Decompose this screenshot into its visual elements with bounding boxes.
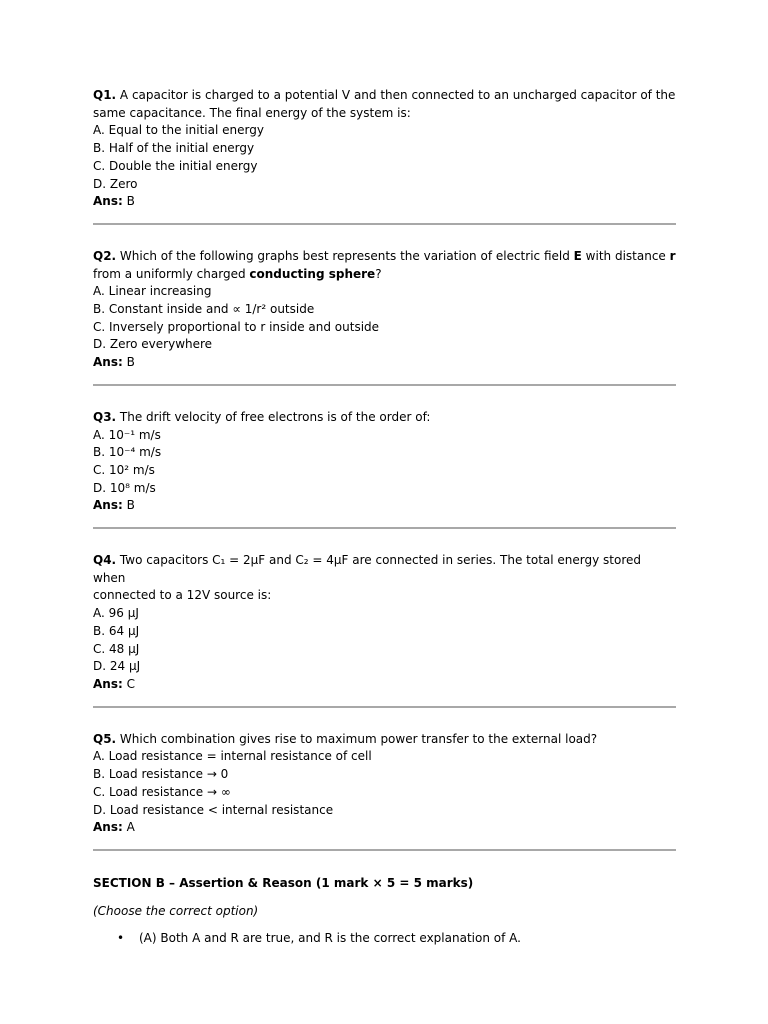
answer bbox=[93, 193, 676, 211]
question-5 bbox=[93, 731, 676, 837]
option-a: A. Linear increasing bbox=[93, 284, 212, 299]
emphasis-r: r bbox=[669, 248, 676, 263]
question-stem: A capacitor is charged to a potential V and then connected to an uncharged capacitor of the bbox=[116, 88, 676, 102]
question-label: Q2. bbox=[93, 248, 117, 263]
answer-label: Ans: bbox=[93, 194, 123, 209]
answer bbox=[93, 497, 676, 515]
answer-label: Ans: bbox=[93, 676, 123, 691]
option-a: A. 96 μJ bbox=[93, 606, 139, 621]
option-b: B. Load resistance → 0 bbox=[93, 767, 229, 782]
option-a: A. Equal to the initial energy bbox=[93, 123, 264, 138]
option-c: C. 48 μJ bbox=[93, 641, 140, 656]
option-c: C. 10² m/s bbox=[93, 462, 155, 477]
option-a: A. 10⁻¹ m/s bbox=[93, 427, 161, 442]
question-stem-cont bbox=[93, 266, 676, 284]
question-stem-cont: connected to a 12V source is: bbox=[93, 588, 272, 603]
question-stem-mid: with distance bbox=[581, 248, 670, 263]
question-text bbox=[93, 248, 676, 266]
question-label: Q1. bbox=[93, 88, 117, 102]
bullet-icon: • bbox=[117, 930, 125, 945]
question-stem: Which combination gives rise to maximum power transfer to the external load? bbox=[116, 731, 598, 746]
question-label: Q3. bbox=[93, 409, 117, 424]
option-b: B. 64 μJ bbox=[93, 623, 140, 638]
option-d: D. Zero everywhere bbox=[93, 337, 213, 352]
question-text bbox=[93, 731, 676, 749]
question-stem: Which of the following graphs best represents the variation of electric field bbox=[116, 248, 574, 263]
option-c: C. Load resistance → ∞ bbox=[93, 784, 231, 799]
question-stem: Two capacitors C₁ = 2μF and C₂ = 4μF are connected in series. The total energy stored when bbox=[93, 553, 642, 585]
option-d: D. Zero bbox=[93, 176, 138, 191]
answer-value: B bbox=[122, 498, 135, 513]
question-text bbox=[93, 552, 676, 587]
answer-value: B bbox=[122, 194, 135, 209]
emphasis-e: E bbox=[573, 248, 582, 263]
question-stem: The drift velocity of free electrons is of the order of: bbox=[116, 409, 431, 424]
answer-label: Ans: bbox=[93, 820, 123, 835]
list-item-text: (A) Both A and R are true, and R is the correct explanation of A. bbox=[139, 930, 521, 945]
answer-value: A bbox=[122, 820, 135, 835]
question-stem-cont: same capacitance. The final energy of the system is: bbox=[93, 105, 411, 120]
question-4 bbox=[93, 552, 676, 694]
option-d: D. Load resistance < internal resistance bbox=[93, 802, 334, 817]
question-text bbox=[93, 409, 676, 427]
document-page bbox=[93, 87, 676, 947]
answer bbox=[93, 676, 676, 694]
question-stem-c: from a uniformly charged bbox=[93, 266, 250, 281]
answer-value: B bbox=[122, 355, 135, 370]
question-text bbox=[93, 87, 676, 105]
option-b: B. 10⁻⁴ m/s bbox=[93, 445, 162, 460]
answer bbox=[93, 819, 676, 837]
question-label: Q4. bbox=[93, 553, 117, 568]
option-d: D. 24 μJ bbox=[93, 659, 141, 674]
option-d: D. 10⁸ m/s bbox=[93, 480, 156, 495]
answer-value: C bbox=[122, 676, 135, 691]
option-a: A. Load resistance = internal resistance of cell bbox=[93, 749, 372, 764]
option-c: C. Inversely proportional to r inside and outside bbox=[93, 319, 380, 334]
answer-label: Ans: bbox=[93, 355, 123, 370]
question-1 bbox=[93, 87, 676, 211]
option-b: B. Constant inside and ∝ 1/r² outside bbox=[93, 302, 315, 317]
answer bbox=[93, 354, 676, 372]
list-item bbox=[93, 929, 676, 947]
section-b-title: SECTION B – Assertion & Reason (1 mark × 5 = 5 marks) bbox=[93, 875, 474, 890]
option-b: B. Half of the initial energy bbox=[93, 141, 255, 156]
emphasis-conducting-sphere: conducting sphere bbox=[249, 266, 376, 281]
section-b-note: (Choose the correct option) bbox=[93, 903, 259, 918]
question-stem-d: ? bbox=[375, 266, 382, 281]
question-3 bbox=[93, 409, 676, 515]
question-label: Q5. bbox=[93, 731, 117, 746]
question-2 bbox=[93, 248, 676, 372]
option-c: C. Double the initial energy bbox=[93, 158, 258, 173]
answer-label: Ans: bbox=[93, 498, 123, 513]
